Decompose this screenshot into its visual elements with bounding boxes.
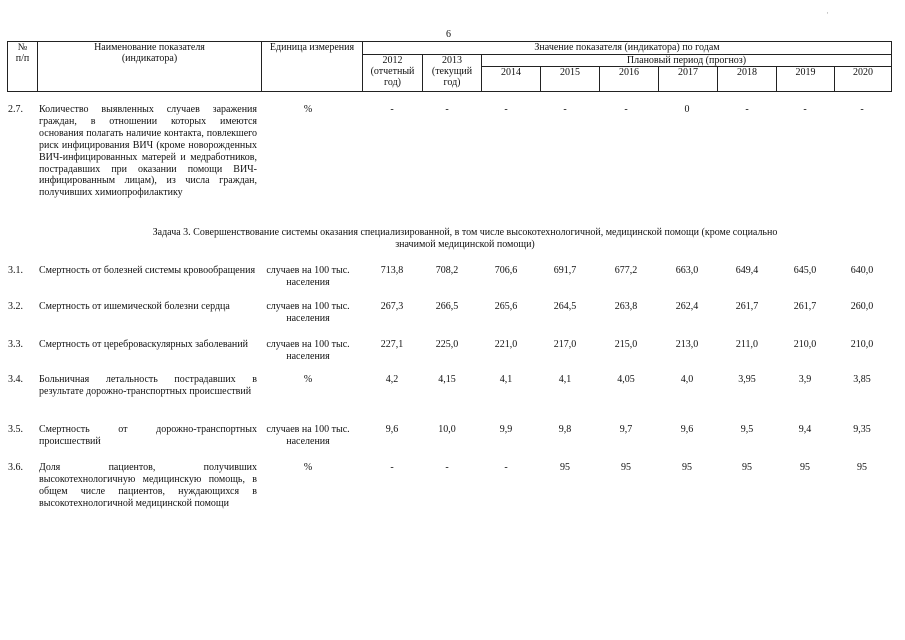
value-cell: - (803, 104, 807, 115)
header-year: 2018 (718, 67, 777, 92)
value-cell: 262,4 (675, 301, 699, 312)
value-cell: 210,0 (793, 339, 817, 350)
value-cell: 95 (857, 462, 867, 473)
unit-of-measure: случаев на 100 тыс. населения (266, 339, 350, 362)
value-cell: 3,85 (853, 374, 871, 385)
value-cell: 95 (800, 462, 810, 473)
value-cell: - (445, 462, 449, 473)
value-cell: 265,6 (494, 301, 518, 312)
indicator-name: Доля пациентов, получивших высокотехнологичную медицинскую помощь, в общем числе пациентов, нуждающихся в высокотехнологичной медицинской помощи (39, 462, 257, 509)
value-cell: 95 (682, 462, 692, 473)
header-name: Наименование показателя (индикатора) (38, 42, 262, 92)
header-planned: Плановый период (прогноз) (482, 55, 892, 67)
value-cell: 640,0 (850, 265, 874, 276)
value-cell: 706,6 (494, 265, 518, 276)
unit-of-measure: % (303, 374, 313, 385)
value-cell: - (860, 104, 864, 115)
value-cell: 691,7 (553, 265, 577, 276)
value-cell: 261,7 (735, 301, 759, 312)
header-2013: 2013 (текущий год) (423, 55, 482, 92)
value-cell: 210,0 (850, 339, 874, 350)
unit-of-measure: случаев на 100 тыс. населения (266, 301, 350, 324)
unit-of-measure: % (303, 462, 313, 473)
value-cell: 4,05 (617, 374, 635, 385)
page-number: 6 (446, 29, 451, 40)
header-num: № п/п (8, 42, 38, 92)
row-number: 3.5. (8, 424, 23, 435)
value-cell: 263,8 (614, 301, 638, 312)
value-cell: 9,5 (740, 424, 754, 435)
row-number: 2.7. (8, 104, 23, 115)
value-cell: 9,8 (558, 424, 572, 435)
value-cell: - (563, 104, 567, 115)
value-cell: 4,1 (499, 374, 513, 385)
value-cell: - (390, 462, 394, 473)
unit-of-measure: случаев на 100 тыс. населения (266, 424, 350, 447)
indicator-name: Смертность от ишемической болезни сердца (39, 301, 230, 312)
value-cell: 95 (621, 462, 631, 473)
value-cell: 213,0 (675, 339, 699, 350)
header-year: 2016 (600, 67, 659, 92)
header-values: Значение показателя (индикатора) по годам (363, 42, 892, 55)
indicator-name: Больничная летальность пострадавших в результате дорожно-транспортных происшествий (39, 374, 257, 397)
value-cell: 225,0 (435, 339, 459, 350)
value-cell: 95 (742, 462, 752, 473)
value-cell: 677,2 (614, 265, 638, 276)
indicator-name: Смертность от болезней системы кровообращения (39, 265, 256, 276)
header-year: 2017 (659, 67, 718, 92)
value-cell: 261,7 (793, 301, 817, 312)
indicator-name: Смертность от дорожно-транспортных происшествий (39, 424, 257, 447)
value-cell: 649,4 (735, 265, 759, 276)
value-cell: 3,95 (738, 374, 756, 385)
value-cell: 9,6 (385, 424, 399, 435)
unit-of-measure: % (303, 104, 313, 115)
row-number: 3.1. (8, 265, 23, 276)
value-cell: 266,5 (435, 301, 459, 312)
value-cell: 4,15 (438, 374, 456, 385)
unit-of-measure: случаев на 100 тыс. населения (266, 265, 350, 288)
value-cell: 95 (560, 462, 570, 473)
header-2012: 2012 (отчетный год) (363, 55, 423, 92)
value-cell: - (745, 104, 749, 115)
header-year: 2014 (482, 67, 541, 92)
value-cell: 10,0 (438, 424, 456, 435)
value-cell: 9,7 (619, 424, 633, 435)
indicator-name: Количество выявленных случаев заражения граждан, в отношении которых имеются основания полагать наличие контакта, повлекшего риск инфицирования ВИЧ (кроме новорожденных ВИЧ-инфицированных матерей и медработников, пострадавших при оказании помощи ВИЧ-инфицированным лицам), из числа граждан, получивших химиопрофилактику (39, 104, 257, 199)
value-cell: - (445, 104, 449, 115)
value-cell: 264,5 (553, 301, 577, 312)
row-number: 3.2. (8, 301, 23, 312)
row-number: 3.4. (8, 374, 23, 385)
value-cell: - (624, 104, 628, 115)
value-cell: 4,2 (385, 374, 399, 385)
row-number: 3.3. (8, 339, 23, 350)
value-cell: 9,6 (680, 424, 694, 435)
header-year: 2020 (835, 67, 892, 92)
value-cell: 215,0 (614, 339, 638, 350)
value-cell: - (390, 104, 394, 115)
value-cell: 9,9 (499, 424, 513, 435)
value-cell: 0 (684, 104, 690, 115)
value-cell: 4,1 (558, 374, 572, 385)
value-cell: 217,0 (553, 339, 577, 350)
value-cell: - (504, 462, 508, 473)
value-cell: 211,0 (735, 339, 759, 350)
value-cell: 267,3 (380, 301, 404, 312)
header-year: 2019 (777, 67, 835, 92)
value-cell: 221,0 (494, 339, 518, 350)
value-cell: 713,8 (380, 265, 404, 276)
value-cell: 9,4 (798, 424, 812, 435)
value-cell: 708,2 (435, 265, 459, 276)
value-cell: - (504, 104, 508, 115)
value-cell: 3,9 (798, 374, 812, 385)
value-cell: 663,0 (675, 265, 699, 276)
value-cell: 645,0 (793, 265, 817, 276)
value-cell: 227,1 (380, 339, 404, 350)
value-cell: 9,35 (853, 424, 871, 435)
row-number: 3.6. (8, 462, 23, 473)
header-year: 2015 (541, 67, 600, 92)
header-unit: Единица измерения (262, 42, 363, 92)
value-cell: 260,0 (850, 301, 874, 312)
corner-mark: · (826, 8, 829, 18)
indicator-name: Смертность от цереброваскулярных заболеваний (39, 339, 248, 350)
task-heading: Задача 3. Совершенствование системы оказания специализированной, в том числе высокотехнологичной, медицинской помощи (кроме социально значимой медицинской помощи) (152, 227, 778, 250)
value-cell: 4,0 (680, 374, 694, 385)
